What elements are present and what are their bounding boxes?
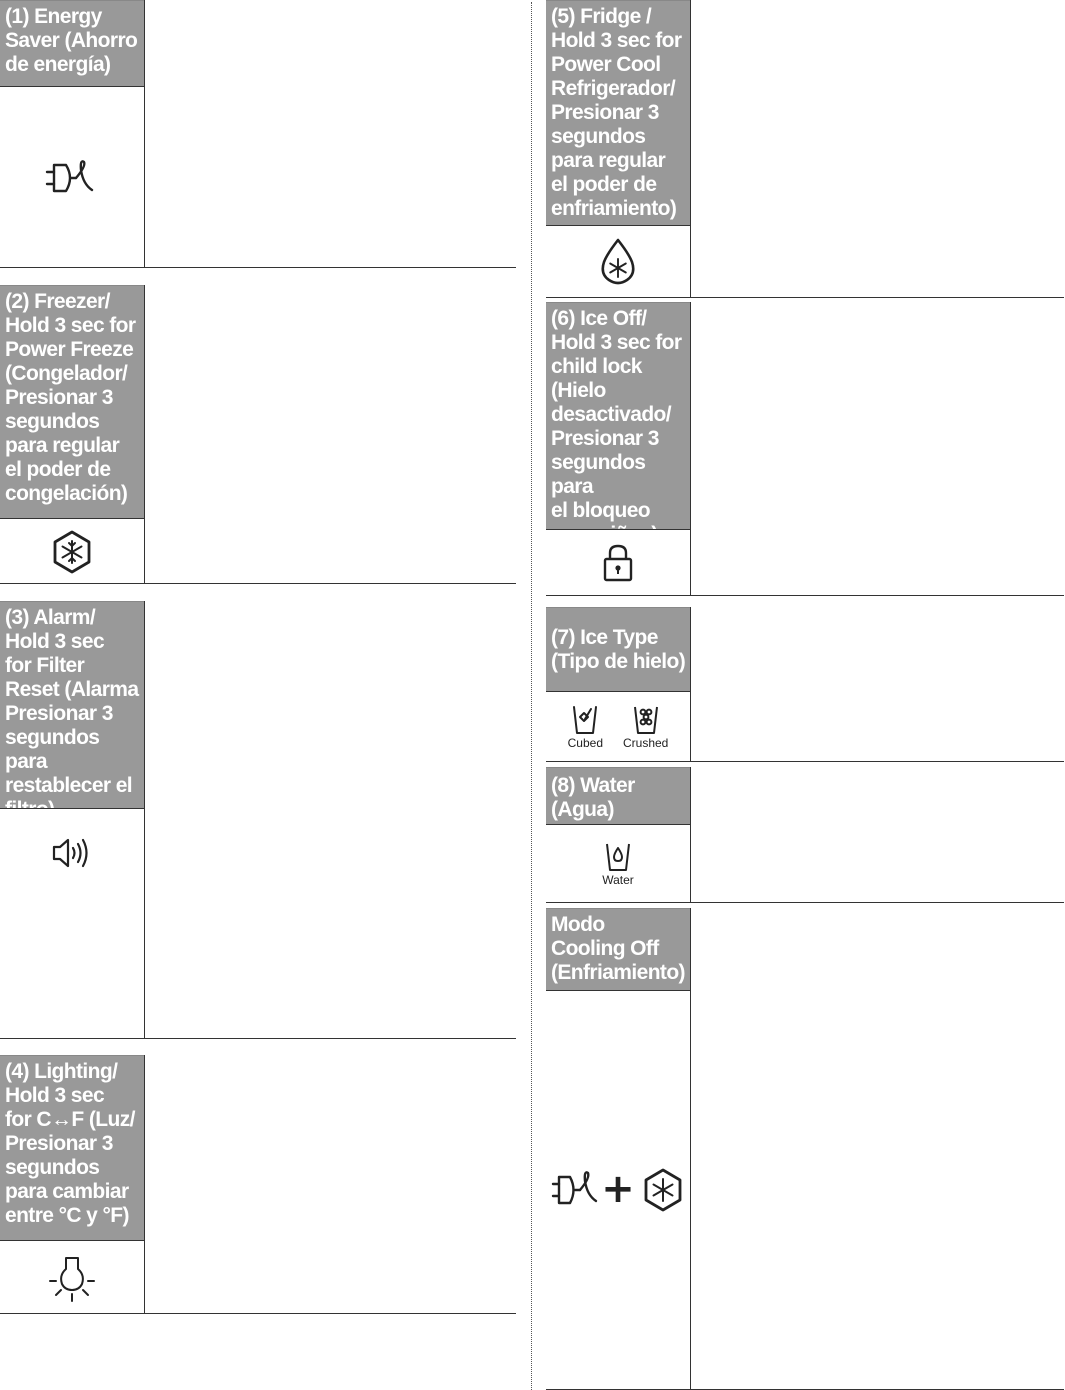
lighting-row: [0, 1055, 516, 1314]
cooling-off-icon-area: [546, 990, 690, 1389]
alarm-cell[interactable]: [0, 601, 145, 1039]
ice-type-row: [546, 607, 1064, 762]
water-option[interactable]: [602, 842, 634, 887]
cooling-off-cell[interactable]: [546, 908, 691, 1389]
water-row: [546, 767, 1064, 903]
row-divider: [0, 583, 516, 584]
fridge-label: (5) Fridge / Hold 3 sec for Power Cool Refrigerador/ Presionar 3 segundos para regular el poder de enfriamiento): [546, 0, 690, 225]
row-divider: [546, 297, 1064, 298]
water-label: (8) Water (Agua): [546, 767, 690, 824]
ice-off-row: [546, 302, 1064, 596]
row-divider: [0, 267, 516, 268]
column-divider: [531, 2, 532, 1390]
alarm-icon-area: [0, 808, 144, 1039]
speaker-alarm-icon: [51, 837, 93, 869]
snowflake-drop-icon: [599, 238, 637, 286]
lighting-icon-area: [0, 1240, 144, 1314]
ice-off-label: (6) Ice Off/ Hold 3 sec for child lock (Hielo desactivado/ Presionar 3 segundos para el bloqueo para niños): [546, 302, 690, 529]
freezer-cell[interactable]: [0, 285, 145, 584]
row-divider: [546, 902, 1064, 903]
row-divider: [546, 595, 1064, 596]
freezer-label: (2) Freezer/ Hold 3 sec for Power Freeze (Congelador/ Presionar 3 segundos para regular el poder de congelación): [0, 285, 144, 518]
cubed-ice-cup-icon: [571, 705, 599, 735]
energy-saver-plug-icon: [44, 160, 100, 196]
lighting-cell[interactable]: [0, 1055, 145, 1314]
lighting-label: (4) Lighting/ Hold 3 sec for C↔F (Luz/ Presionar 3 segundos para cambiar entre °C y °F): [0, 1055, 144, 1240]
energy-saver-label: (1) Energy Saver (Ahorro de energía): [0, 0, 144, 86]
ice-type-icon-area: [546, 691, 690, 762]
freezer-icon-area: [0, 518, 144, 584]
energy-saver-cell[interactable]: [0, 0, 145, 268]
alarm-row: [0, 601, 516, 1039]
light-bulb-icon: [47, 1253, 97, 1303]
fridge-row: [546, 0, 1064, 298]
fridge-icon-area: [546, 225, 690, 298]
water-label-text: Water: [602, 872, 634, 887]
alarm-label: (3) Alarm/ Hold 3 sec for Filter Reset (Alarma Presionar 3 segundos para restablecer el filtro): [0, 601, 144, 808]
water-cup-icon: [604, 842, 632, 872]
crushed-ice-cup-icon: [632, 705, 660, 735]
cubed-label: Cubed: [567, 735, 603, 750]
crushed-option[interactable]: [623, 705, 668, 750]
ice-off-cell[interactable]: [546, 302, 691, 596]
cooling-off-label: Modo Cooling Off (Enfriamiento): [546, 908, 690, 990]
row-divider: [546, 761, 1064, 762]
fridge-cell[interactable]: [546, 0, 691, 298]
water-cell[interactable]: [546, 767, 691, 903]
ice-off-icon-area: [546, 529, 690, 596]
energy-saver-icon-area: [0, 86, 144, 268]
cubed-option[interactable]: [568, 705, 603, 750]
ice-type-label: (7) Ice Type (Tipo de hielo): [546, 607, 690, 691]
cooling-off-row: [546, 908, 1064, 1390]
snowflake-hexagon-icon: [51, 530, 93, 574]
row-divider: [0, 1313, 516, 1314]
water-icon-area: [546, 824, 690, 903]
padlock-icon: [602, 543, 634, 583]
freezer-row: [0, 285, 516, 584]
row-divider: [0, 1038, 516, 1039]
plug-plus-snowflake-icon: [550, 1166, 686, 1214]
energy-saver-row: [0, 0, 516, 268]
ice-type-cell[interactable]: [546, 607, 691, 762]
plus-sign: +: [601, 1166, 635, 1212]
crushed-label: Crushed: [623, 735, 669, 750]
